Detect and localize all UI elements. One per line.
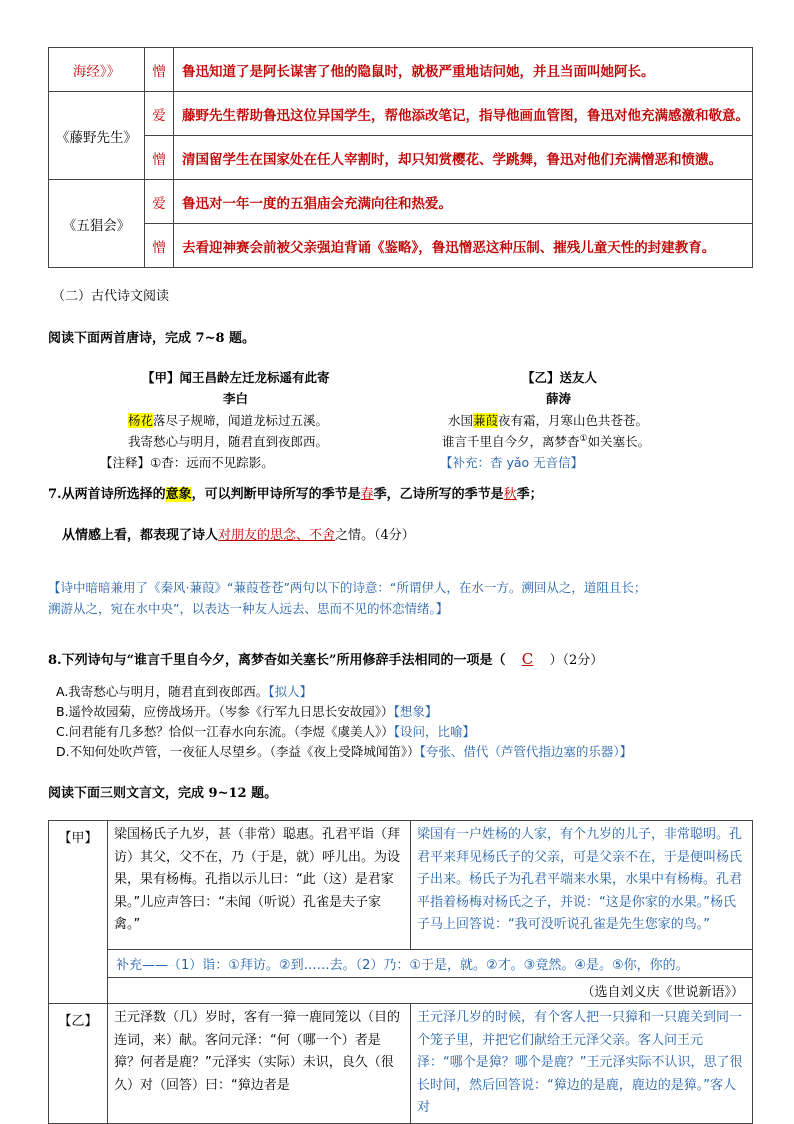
highlight: 杨花 [128,413,154,428]
work-desc: 鲁迅对一年一度的五猖庙会充满向往和热爱。 [174,180,753,224]
work-name: 《藤野先生》 [49,92,145,180]
poem-b-line2 [442,432,650,450]
table-row [49,821,753,950]
instruction: 阅读下面三则文言文，完成 9~12 题。 [48,786,278,801]
poem-a-line1 [128,411,328,429]
q-text: ）（2分） [549,653,604,668]
poem-text: 夜有霜，月寒山色共苍苍。 [498,413,649,428]
emotion-tag: 憎 [145,136,174,180]
work-name [49,48,145,92]
poem-b-author: 薛涛 [546,391,572,406]
table-row [49,1004,753,1124]
option-text: C.问君能有几多愁？恰似一江春水向东流。（李煜《虞美人》） [56,724,394,739]
poem-a-note: 【注释】①杳：远而不见踪影。 [100,455,274,470]
answer: 春 [360,487,374,502]
option-b [56,702,437,720]
option-c [56,722,475,740]
work-name-text: 海经》》 [72,63,121,80]
highlight: 意象 [165,487,192,502]
poem-b-line1 [448,411,648,429]
highlight: 蒹葭 [473,413,499,428]
poem-b-title: 【乙】送友人 [522,370,598,385]
source-note: （选自刘义庆《世说新语》） [108,978,753,1004]
option-text: B.遥怜故园菊，应傍战场开。（岑参《行军九日思长安故园》） [56,704,394,719]
option-note: 【拟人】 [268,684,313,699]
answer: 对朋友的思念、不舍 [218,528,336,543]
emotion-tag: 憎 [145,224,174,268]
option-text: A.我寄愁心与明月，随君直到夜郎西。 [56,684,269,699]
answer: 秋 [503,487,517,502]
supplement-note: 补充——（1）诣：①拜访。②到……去。（2）乃：①于是，就。②才。③竟然。④是。⑤你，你的。 [108,950,753,978]
q-text: 之情。（4分） [335,528,415,543]
table-row [49,136,753,180]
poem-text: 水国 [448,413,474,428]
q7-explanation: 【诗中暗暗兼用了《秦风·蒹葭》“蒹葭苍苍”两句以下的诗意：“所谓伊人，在水一方。溯回从之，道阻且长； [48,580,647,595]
work-desc: 去看迎神赛会前被父亲强迫背诵《鉴略》，鲁迅憎恶这种压制、摧残儿童天性的封建教育。 [174,224,753,268]
q-text: 8.下列诗句与“谁言千里自今夕，离梦杳如关塞长”所用修辞手法相同的一项是（ [48,653,506,668]
original-text: 王元泽数（几）岁时，客有一獐一鹿同笼以（目的连词，来）献。客问元泽：“何（哪一个）者是獐？何者是鹿？”元泽实（实际）未识，良久（很久）对（回答）曰：“獐边者是 [108,1004,411,1124]
instruction: 阅读下面两首唐诗，完成 7~8 题。 [48,331,256,346]
poem-a-title: 【甲】闻王昌龄左迁龙标遥有此寄 [142,370,330,385]
question-8 [48,649,603,668]
section-heading: （二）古代诗文阅读 [52,289,170,304]
footnote-mark: ① [579,433,588,444]
poem-b-note: 【补充：杳 yǎo 无音信】 [440,455,584,470]
translation-text: 王元泽几岁的时候，有个客人把一只獐和一只鹿关到同一个笼子里，并把它们献给王元泽父亲。客人问王元泽：“哪个是獐？哪个是鹿？”王元泽实际不认识，思了很长时间，然后回答说：“獐边的是鹿，鹿边的是獐。”客人对 [411,1004,753,1124]
classical-text-table [48,820,753,1124]
text-label: 【甲】 [49,821,108,1004]
original-text: 梁国杨氏子九岁，甚（非常）聪惠。孔君平诣（拜访）其父，父不在，乃（于是，就）呼儿出。为设果，果有杨梅。孔指以示儿曰：“此（这）是君家果。”儿应声答曰：“未闻（听说）孔雀是夫子家禽。” [108,821,411,950]
option-d [56,742,632,760]
table-row [49,950,753,978]
poem-text: 谁言千里自今夕，离梦杳 [442,434,580,449]
works-table [48,47,753,268]
option-note: 【夸张、借代（芦管代指边塞的乐器）】 [419,744,633,759]
work-desc: 清国留学生在国家处在任人宰割时，却只知赏樱花、学跳舞，鲁迅对他们充满憎恶和愤懑。 [174,136,753,180]
option-text: D.不知何处吹芦管，一夜征人尽望乡。（李益《夜上受降城闻笛》） [56,744,420,759]
table-row [49,92,753,136]
q-text: 从情感上看，都表现了诗人 [62,528,219,543]
option-note: 【设问，比喻】 [393,724,475,739]
question-7-line2 [62,524,415,543]
q-text: ，可以判断甲诗所写的季节是 [191,487,361,502]
table-row [49,180,753,224]
text-label: 【乙】 [49,1004,108,1124]
poem-text: 落尽子规啼，闻道龙标过五溪。 [153,413,329,428]
table-row [49,224,753,268]
option-note: 【想象】 [393,704,438,719]
emotion-tag: 爱 [145,92,174,136]
q-text: 7.从两首诗所选择的 [48,487,166,502]
question-7 [48,483,543,502]
emotion-tag: 爱 [145,180,174,224]
work-name: 《五猖会》 [49,180,145,268]
table-row [49,48,753,92]
poem-a-line2: 我寄愁心与明月，随君直到夜郎西。 [128,434,329,449]
answer: C [521,650,534,668]
emotion-tag: 憎 [145,48,174,92]
poem-text: 如关塞长。 [587,434,651,449]
work-desc: 藤野先生帮助鲁迅这位异国学生，帮他添改笔记，指导他画血管图，鲁迅对他充满感激和敬意。 [174,92,753,136]
q-text: 季； [516,487,543,502]
option-a [56,682,312,700]
q-text: 季，乙诗所写的季节是 [373,487,504,502]
q7-explanation: 溯游从之，宛在水中央”，以表达一种友人远去、思而不见的怀恋情绪。】 [48,601,449,616]
work-desc: 鲁迅知道了是阿长谋害了他的隐鼠时，就极严重地诘问她，并且当面叫她阿长。 [174,48,753,92]
poem-a-author: 李白 [223,391,249,406]
table-row [49,978,753,1004]
translation-text: 梁国有一户姓杨的人家，有个九岁的儿子，非常聪明。孔君平来拜见杨氏子的父亲，可是父亲不在，于是便叫杨氏子出来。杨氏子为孔君平端来水果，水果中有杨梅。孔君平指着杨梅对杨氏之子，并说：“这是你家的水果。”杨氏子马上回答说：“我可没听说孔雀是先生您家的鸟。” [411,821,753,950]
